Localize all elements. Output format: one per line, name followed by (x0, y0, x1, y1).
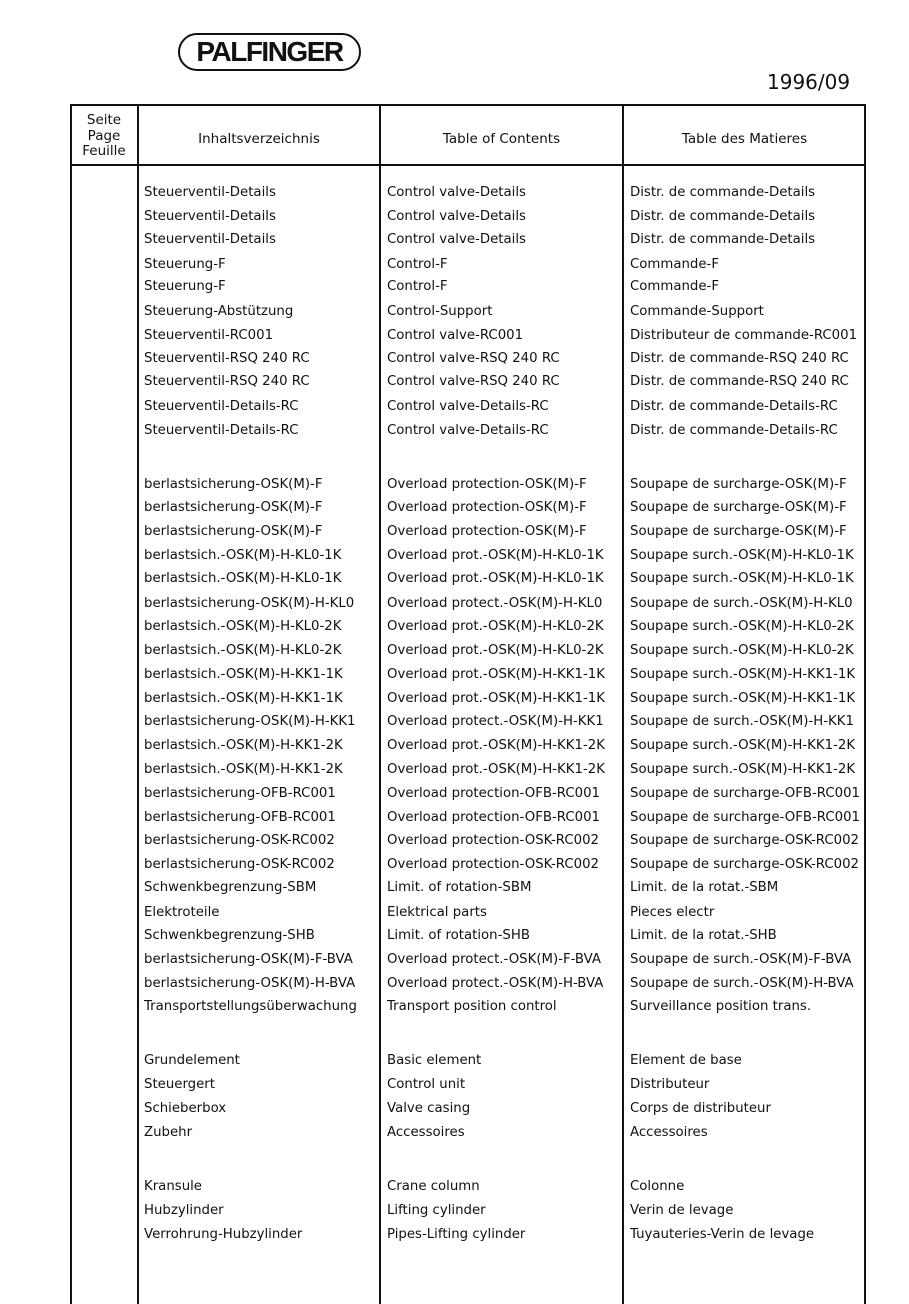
german-entry: Steuerung-F (144, 279, 226, 294)
german-entry: berlastsicherung-OSK(M)-H-KL0 (144, 596, 355, 611)
english-entry: Accessoires (387, 1125, 465, 1140)
french-entry: Limit. de la rotat.-SHB (630, 928, 777, 943)
english-entry: Overload prot.-OSK(M)-H-KK1-2K (387, 738, 605, 753)
french-entry: Soupape de surcharge-OSK(M)-F (630, 477, 847, 492)
french-entry: Soupape surch.-OSK(M)-H-KL0-1K (630, 548, 854, 563)
column-divider (379, 104, 381, 1304)
english-entry: Control unit (387, 1077, 466, 1092)
english-entry: Overload prot.-OSK(M)-H-KK1-2K (387, 762, 605, 777)
english-entry: Control valve-Details-RC (387, 399, 549, 414)
english-entry: Overload protection-OSK(M)-F (387, 524, 587, 539)
page-label-fr: Feuille (82, 143, 126, 159)
french-entry: Pieces electr (630, 905, 715, 920)
german-entry: Steuerventil-Details (144, 185, 276, 200)
french-entry: Soupape de surch.-OSK(M)-H-KK1 (630, 714, 854, 729)
french-entry: Distr. de commande-Details (630, 209, 816, 224)
french-entry: Soupape surch.-OSK(M)-H-KL0-2K (630, 643, 854, 658)
french-entry: Soupape surch.-OSK(M)-H-KK1-2K (630, 762, 856, 777)
column-divider (622, 104, 624, 1304)
french-entry: Soupape de surch.-OSK(M)-H-BVA (630, 976, 854, 991)
english-entry: Overload prot.-OSK(M)-H-KL0-2K (387, 643, 604, 658)
german-entry: Schwenkbegrenzung-SHB (144, 928, 315, 943)
french-entry: Distr. de commande-Details (630, 232, 816, 247)
english-entry: Overload protection-OSK(M)-F (387, 500, 587, 515)
german-entry: berlastsicherung-OFB-RC001 (144, 810, 336, 825)
english-entry: Basic element (387, 1053, 482, 1068)
french-entry: Soupape de surcharge-OSK(M)-F (630, 500, 847, 515)
english-entry: Overload protect.-OSK(M)-H-KK1 (387, 714, 604, 729)
french-column-header: Table des Matieres (681, 131, 808, 147)
english-column-header: Table of Contents (442, 131, 561, 147)
english-entry: Crane column (387, 1179, 480, 1194)
german-entry: Elektroteile (144, 905, 220, 920)
french-entry: Distr. de commande-Details-RC (630, 399, 838, 414)
palfinger-logo: PALFINGER (178, 33, 361, 71)
english-entry: Lifting cylinder (387, 1203, 486, 1218)
english-entry: Overload prot.-OSK(M)-H-KK1-1K (387, 691, 605, 706)
german-entry: Steuerung-F (144, 257, 226, 272)
german-entry: berlastsicherung-OSK(M)-F-BVA (144, 952, 353, 967)
german-entry: Steuergert (144, 1077, 215, 1092)
english-entry: Overload prot.-OSK(M)-H-KL0-2K (387, 619, 604, 634)
english-entry: Overload prot.-OSK(M)-H-KL0-1K (387, 571, 604, 586)
document-date: 1996/09 (767, 70, 851, 94)
english-entry: Overload protect.-OSK(M)-H-KL0 (387, 596, 603, 611)
german-entry: Steuerventil-Details (144, 232, 276, 247)
english-entry: Overload protection-OSK-RC002 (387, 833, 599, 848)
german-entry: Transportstellungsüberwachung (144, 999, 357, 1014)
english-entry: Pipes-Lifting cylinder (387, 1227, 526, 1242)
english-entry: Control valve-Details (387, 185, 526, 200)
french-entry: Corps de distributeur (630, 1101, 771, 1116)
french-entry: Soupape de surcharge-OFB-RC001 (630, 810, 861, 825)
french-entry: Distributeur de commande-RC001 (630, 328, 858, 343)
english-entry: Control valve-RSQ 240 RC (387, 351, 560, 366)
german-entry: berlastsicherung-OSK-RC002 (144, 833, 335, 848)
french-entry: Commande-F (630, 279, 719, 294)
german-entry: Steuerventil-RSQ 240 RC (144, 351, 310, 366)
german-entry: berlastsich.-OSK(M)-H-KK1-2K (144, 738, 343, 753)
german-entry: Zubehr (144, 1125, 193, 1140)
english-entry: Overload prot.-OSK(M)-H-KL0-1K (387, 548, 604, 563)
english-entry: Control-F (387, 257, 448, 272)
french-entry: Commande-F (630, 257, 719, 272)
french-entry: Soupape de surcharge-OSK-RC002 (630, 833, 859, 848)
french-entry: Soupape de surcharge-OSK(M)-F (630, 524, 847, 539)
french-entry: Surveillance position trans. (630, 999, 812, 1014)
english-entry: Control valve-RSQ 240 RC (387, 374, 560, 389)
french-entry: Soupape surch.-OSK(M)-H-KK1-1K (630, 691, 856, 706)
german-entry: berlastsicherung-OSK(M)-F (144, 500, 323, 515)
german-entry: berlastsich.-OSK(M)-H-KL0-1K (144, 548, 342, 563)
french-entry: Soupape surch.-OSK(M)-H-KL0-1K (630, 571, 854, 586)
german-entry: berlastsich.-OSK(M)-H-KK1-1K (144, 691, 343, 706)
english-entry: Control-Support (387, 304, 493, 319)
german-entry: berlastsich.-OSK(M)-H-KL0-2K (144, 643, 342, 658)
french-entry: Colonne (630, 1179, 685, 1194)
french-entry: Verin de levage (630, 1203, 734, 1218)
german-entry: berlastsicherung-OFB-RC001 (144, 786, 336, 801)
english-entry: Control-F (387, 279, 448, 294)
german-entry: Schieberbox (144, 1101, 227, 1116)
english-entry: Overload protection-OSK(M)-F (387, 477, 587, 492)
german-entry: Steuerventil-Details (144, 209, 276, 224)
german-entry: Schwenkbegrenzung-SBM (144, 880, 317, 895)
english-entry: Control valve-RC001 (387, 328, 524, 343)
german-entry: Verrohrung-Hubzylinder (144, 1227, 303, 1242)
german-entry: berlastsicherung-OSK(M)-H-KK1 (144, 714, 356, 729)
german-entry: berlastsicherung-OSK-RC002 (144, 857, 335, 872)
english-entry: Control valve-Details (387, 232, 526, 247)
french-entry: Distributeur (630, 1077, 710, 1092)
english-entry: Transport position control (387, 999, 557, 1014)
german-entry: Steuerung-Abstützung (144, 304, 294, 319)
french-entry: Accessoires (630, 1125, 708, 1140)
english-entry: Overload protection-OSK-RC002 (387, 857, 599, 872)
german-entry: Grundelement (144, 1053, 240, 1068)
english-entry: Overload protection-OFB-RC001 (387, 810, 600, 825)
english-entry: Elektrical parts (387, 905, 487, 920)
english-entry: Control valve-Details (387, 209, 526, 224)
english-entry: Limit. of rotation-SBM (387, 880, 532, 895)
german-entry: berlastsicherung-OSK(M)-F (144, 477, 323, 492)
english-entry: Overload protect.-OSK(M)-H-BVA (387, 976, 604, 991)
german-entry: Steuerventil-RC001 (144, 328, 274, 343)
french-entry: Soupape surch.-OSK(M)-H-KL0-2K (630, 619, 854, 634)
french-entry: Soupape de surcharge-OFB-RC001 (630, 786, 861, 801)
german-entry: Hubzylinder (144, 1203, 224, 1218)
header-divider (70, 164, 866, 166)
page-label-de: Seite (86, 112, 122, 128)
french-entry: Soupape de surch.-OSK(M)-H-KL0 (630, 596, 853, 611)
german-entry: Steuerventil-Details-RC (144, 423, 299, 438)
french-entry: Element de base (630, 1053, 742, 1068)
french-entry: Soupape de surcharge-OSK-RC002 (630, 857, 859, 872)
german-entry: Kransule (144, 1179, 202, 1194)
french-entry: Distr. de commande-Details (630, 185, 816, 200)
french-entry: Limit. de la rotat.-SBM (630, 880, 779, 895)
english-entry: Control valve-Details-RC (387, 423, 549, 438)
german-column-header: Inhaltsverzeichnis (198, 131, 320, 147)
german-entry: berlastsicherung-OSK(M)-H-BVA (144, 976, 356, 991)
french-entry: Soupape surch.-OSK(M)-H-KK1-2K (630, 738, 856, 753)
german-entry: berlastsich.-OSK(M)-H-KK1-1K (144, 667, 343, 682)
french-entry: Soupape de surch.-OSK(M)-F-BVA (630, 952, 852, 967)
french-entry: Distr. de commande-RSQ 240 RC (630, 351, 849, 366)
french-entry: Commande-Support (630, 304, 764, 319)
german-entry: berlastsicherung-OSK(M)-F (144, 524, 323, 539)
german-entry: berlastsich.-OSK(M)-H-KK1-2K (144, 762, 343, 777)
french-entry: Distr. de commande-Details-RC (630, 423, 838, 438)
column-divider (137, 104, 139, 1304)
english-entry: Limit. of rotation-SHB (387, 928, 530, 943)
english-entry: Overload protect.-OSK(M)-F-BVA (387, 952, 601, 967)
page-column-header (70, 113, 138, 160)
german-entry: Steuerventil-RSQ 240 RC (144, 374, 310, 389)
french-entry: Distr. de commande-RSQ 240 RC (630, 374, 849, 389)
german-entry: berlastsich.-OSK(M)-H-KL0-1K (144, 571, 342, 586)
french-entry: Soupape surch.-OSK(M)-H-KK1-1K (630, 667, 856, 682)
french-entry: Tuyauteries-Verin de levage (630, 1227, 815, 1242)
german-entry: Steuerventil-Details-RC (144, 399, 299, 414)
german-entry: berlastsich.-OSK(M)-H-KL0-2K (144, 619, 342, 634)
english-entry: Valve casing (387, 1101, 471, 1116)
english-entry: Overload prot.-OSK(M)-H-KK1-1K (387, 667, 605, 682)
english-entry: Overload protection-OFB-RC001 (387, 786, 600, 801)
page-label-en: Page (87, 127, 121, 144)
